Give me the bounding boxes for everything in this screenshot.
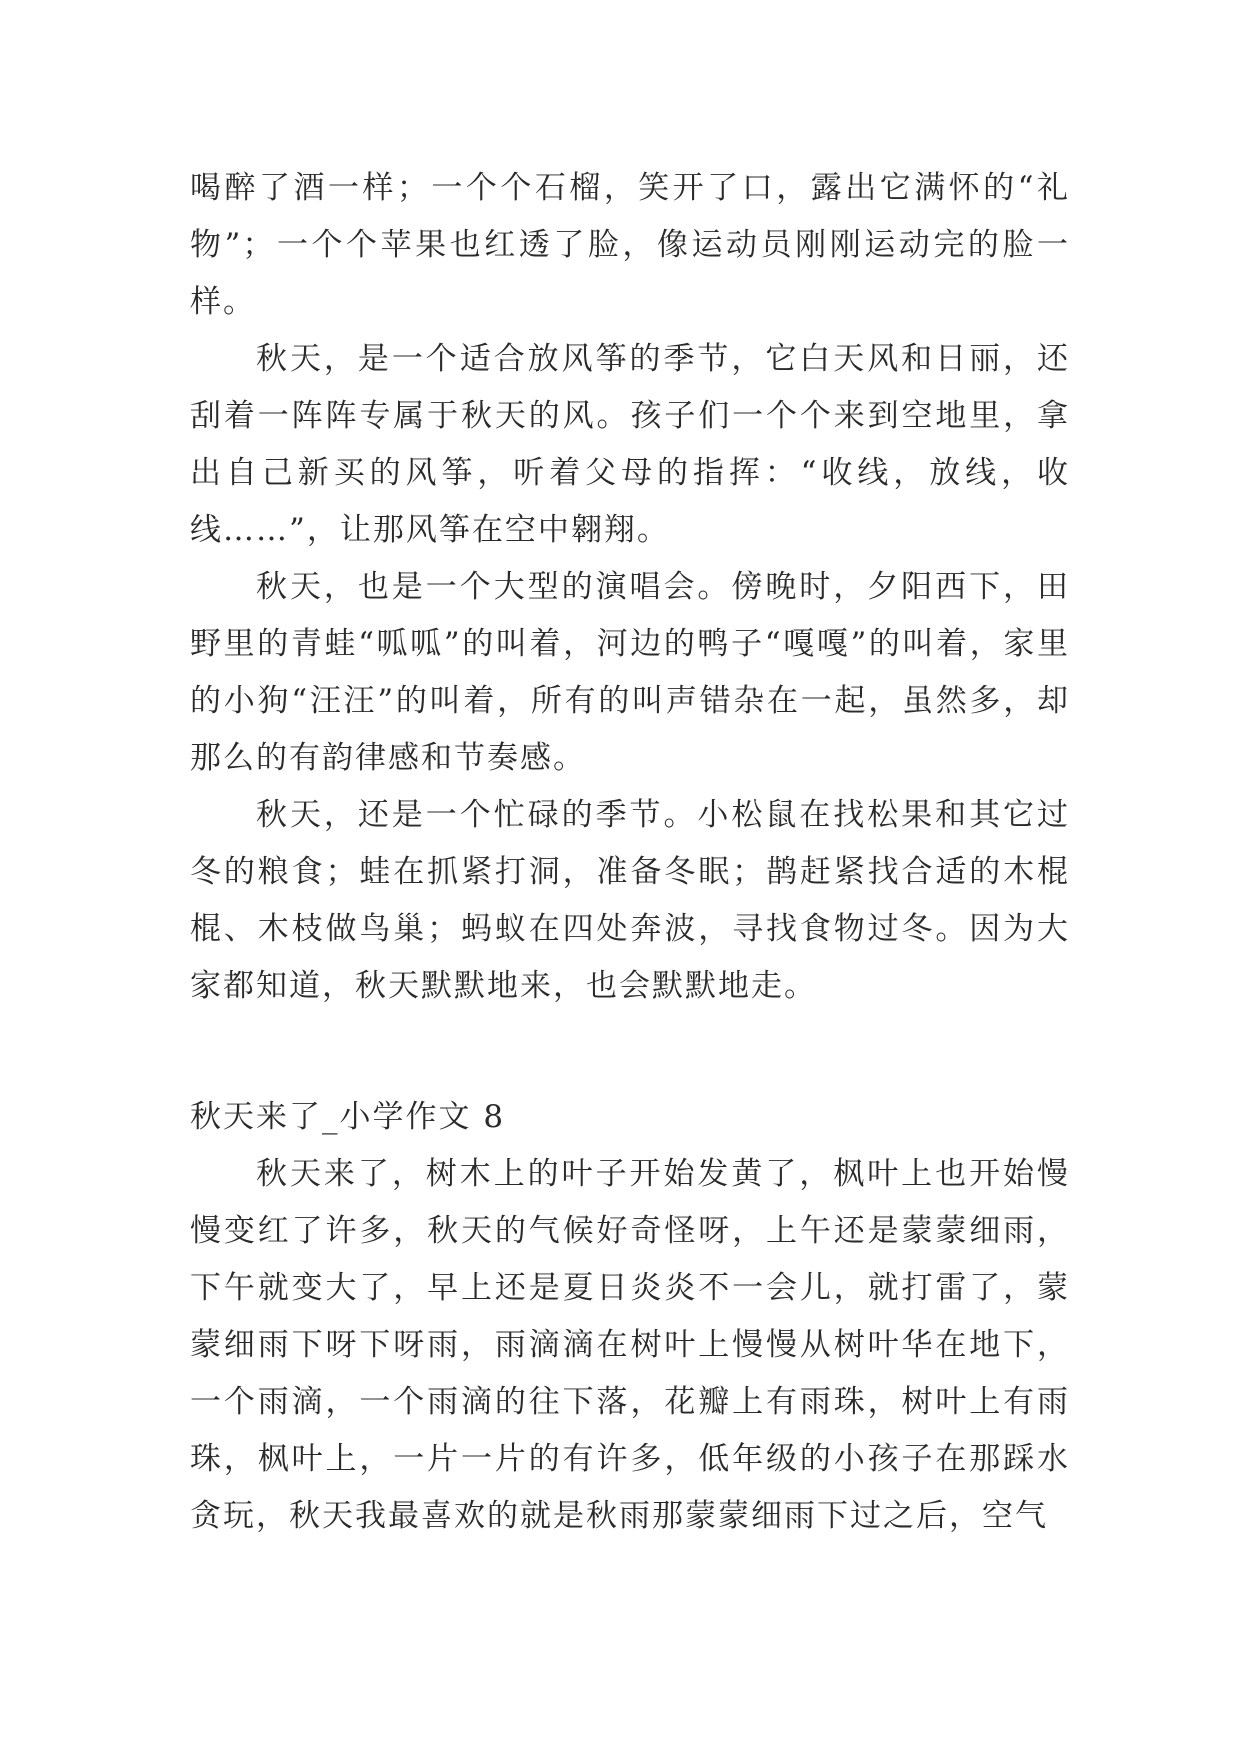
paragraph-busy-season: 秋天，还是一个忙碌的季节。小松鼠在找松果和其它过冬的粮食；蛙在抓紧打洞，准备冬眠；鹊赶紧找合适的木棍棍、木枝做鸟巢；蚂蚁在四处奔波，寻找食物过冬。因为大家都知道，秋天默默地来，也会默默地走。 [190,797,1070,1004]
document-body [190,160,1070,1545]
paragraph-concert: 秋天，也是一个大型的演唱会。傍晚时，夕阳西下，田野里的青蛙“呱呱”的叫着，河边的鸭子“嘎嘎”的叫着，家里的小狗“汪汪”的叫着，所有的叫声错杂在一起，虽然多，却那么的有韵律感和节奏感。 [190,569,1070,776]
paragraph-kite: 秋天，是一个适合放风筝的季节，它白天风和日丽，还刮着一阵阵专属于秋天的风。孩子们一个个来到空地里，拿出自己新买的风筝，听着父母的指挥：“收线，放线，收线……”，让那风筝在空中翱翔。 [190,341,1070,548]
paragraph-continued: 喝醉了酒一样；一个个石榴，笑开了口，露出它满怀的“礼物”；一个个苹果也红透了脸，像运动员刚刚运动完的脸一样。 [190,170,1070,320]
section-title: 秋天来了_小学作文 8 [190,1099,506,1135]
paragraph-autumn-rain: 秋天来了，树木上的叶子开始发黄了，枫叶上也开始慢慢变红了许多，秋天的气候好奇怪呀，上午还是蒙蒙细雨，下午就变大了，早上还是夏日炎炎不一会儿，就打雷了，蒙蒙细雨下呀下呀雨，雨滴滴在树叶上慢慢从树叶华在地下，一个雨滴，一个雨滴的往下落，花瓣上有雨珠，树叶上有雨珠，枫叶上，一片一片的有许多，低年级的小孩子在那踩水贪玩，秋天我最喜欢的就是秋雨那蒙蒙细雨下过之后，空气 [190,1156,1070,1534]
